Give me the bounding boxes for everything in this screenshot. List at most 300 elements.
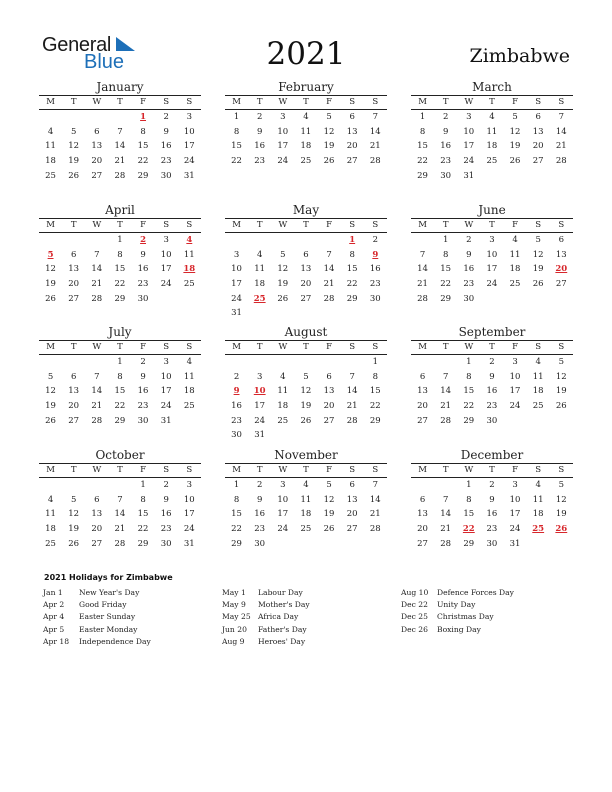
- week-row: [225, 370, 387, 385]
- day: 18: [300, 141, 312, 152]
- day: 25: [45, 538, 56, 549]
- weekday-header: [411, 340, 573, 355]
- day: 3: [512, 480, 518, 490]
- week-row: [225, 507, 387, 522]
- day: 14: [369, 494, 381, 505]
- empty-day: [341, 355, 364, 370]
- day: 5: [326, 112, 332, 122]
- day: 26: [277, 293, 289, 304]
- day: 11: [300, 126, 312, 137]
- day: 22: [231, 156, 242, 167]
- day: 27: [323, 415, 335, 426]
- empty-day: [62, 355, 85, 370]
- holiday-date: Dec 26: [401, 624, 428, 634]
- weekday-label: M: [418, 465, 427, 475]
- day: 2: [256, 112, 263, 122]
- day: 3: [186, 112, 193, 122]
- day: 10: [183, 494, 195, 505]
- day: 30: [137, 293, 149, 304]
- day: 8: [349, 249, 355, 260]
- day: 19: [323, 509, 335, 520]
- day: 3: [280, 112, 286, 122]
- day: 22: [463, 401, 475, 412]
- week-row: [225, 478, 387, 493]
- empty-day: [364, 306, 387, 321]
- weekday-label: S: [558, 465, 565, 475]
- day: 13: [555, 249, 567, 260]
- day: 21: [440, 401, 452, 412]
- month-october: [39, 448, 201, 551]
- day: 13: [417, 509, 428, 520]
- week-row: [225, 248, 387, 263]
- day: 30: [486, 538, 498, 549]
- day: 22: [114, 279, 126, 290]
- weekday-label: M: [418, 97, 427, 107]
- day: 18: [532, 386, 544, 397]
- day: 17: [183, 509, 195, 520]
- day: 24: [463, 156, 475, 167]
- day: 4: [535, 480, 541, 490]
- weekday-label: M: [46, 220, 55, 230]
- day: 3: [489, 235, 495, 245]
- empty-day: [108, 110, 131, 125]
- day: 13: [417, 386, 428, 397]
- day: 24: [509, 524, 521, 535]
- month-august: [225, 325, 387, 443]
- day: 9: [256, 494, 263, 505]
- day: 11: [277, 386, 289, 397]
- day: 23: [231, 415, 242, 426]
- day: 27: [346, 524, 358, 535]
- empty-day: [178, 292, 201, 307]
- day: 7: [117, 494, 123, 505]
- day: 6: [558, 235, 565, 245]
- weekday-header: [39, 95, 201, 110]
- weekday-label: T: [489, 465, 495, 475]
- day: 17: [277, 141, 289, 152]
- weekday-header: [225, 340, 387, 355]
- day: 9: [163, 494, 169, 505]
- day: 22: [369, 401, 381, 412]
- month-title: June: [478, 203, 506, 217]
- day: 30: [463, 293, 475, 304]
- week-row: [411, 139, 573, 154]
- empty-day: [318, 428, 341, 443]
- week-row: [39, 110, 201, 125]
- weekday-header: [225, 463, 387, 478]
- day: 24: [183, 524, 195, 535]
- day: 12: [323, 494, 335, 505]
- day: 1: [466, 480, 472, 490]
- day: 5: [558, 480, 565, 490]
- weekday-label: S: [163, 220, 170, 230]
- day: 11: [532, 494, 544, 505]
- day: 26: [323, 156, 335, 167]
- day: 28: [369, 524, 381, 535]
- week-row: [39, 507, 201, 522]
- day: 10: [509, 371, 521, 382]
- empty-day: [527, 169, 550, 184]
- day: 28: [346, 415, 358, 426]
- weekday-label: W: [92, 220, 102, 230]
- holidays-column: [43, 587, 151, 648]
- day: 29: [369, 415, 381, 426]
- day: 3: [280, 480, 286, 490]
- day: 15: [463, 386, 475, 397]
- day: 3: [233, 249, 240, 260]
- day: 16: [254, 509, 266, 520]
- day: 17: [509, 386, 521, 397]
- holiday-item: [222, 611, 310, 623]
- day: 21: [555, 141, 567, 152]
- holiday-date: Aug 10: [401, 588, 429, 597]
- weekday-header: [411, 463, 573, 478]
- day: 14: [440, 509, 452, 520]
- holiday-date: May 9: [222, 600, 246, 610]
- empty-day: [318, 355, 341, 370]
- day: 6: [326, 371, 332, 382]
- holiday-item: [43, 636, 151, 648]
- week-row: [39, 399, 201, 414]
- day: 20: [346, 141, 358, 152]
- day: 14: [417, 264, 428, 275]
- weekday-label: W: [464, 220, 474, 230]
- day: 11: [300, 494, 312, 505]
- weekday-label: T: [489, 342, 495, 352]
- month-march: [411, 80, 573, 183]
- empty-day: [155, 292, 178, 307]
- weekday-label: S: [163, 97, 170, 107]
- weekday-header: [39, 340, 201, 355]
- weekday-label: S: [535, 465, 542, 475]
- week-row: [411, 292, 573, 307]
- weekday-header: [411, 95, 573, 110]
- day: 20: [68, 279, 80, 290]
- day: 9: [163, 126, 169, 137]
- weekday-label: T: [489, 220, 495, 230]
- week-row: [39, 493, 201, 508]
- day: 16: [440, 141, 452, 152]
- holiday-item: [401, 587, 514, 599]
- day: 6: [303, 249, 309, 260]
- day: 27: [346, 156, 358, 167]
- day: 22: [137, 524, 149, 535]
- day: 6: [94, 126, 100, 137]
- empty-day: [341, 428, 364, 443]
- week-row: [225, 355, 387, 370]
- day: 12: [300, 386, 312, 397]
- empty-day: [85, 355, 108, 370]
- empty-day: [271, 537, 294, 552]
- weekday-label: F: [326, 97, 333, 107]
- day: 15: [440, 264, 452, 275]
- calendar-year: 2021: [266, 36, 346, 72]
- month-title: August: [284, 325, 328, 339]
- weekday-label: S: [163, 342, 170, 352]
- day: 10: [231, 264, 242, 275]
- holiday-item: [401, 624, 514, 636]
- day: 23: [369, 279, 381, 290]
- day: 7: [442, 494, 449, 505]
- day: 4: [512, 235, 518, 245]
- week-row: [39, 262, 201, 277]
- holiday-name: New Year's Day: [79, 588, 140, 597]
- empty-day: [318, 306, 341, 321]
- day: 28: [417, 293, 428, 304]
- day: 7: [372, 480, 379, 490]
- day: 1: [419, 112, 426, 122]
- day: 29: [114, 415, 126, 426]
- empty-day: [294, 428, 317, 443]
- day: 30: [160, 170, 172, 181]
- day: 18: [277, 401, 289, 412]
- day: 19: [277, 279, 289, 290]
- holiday-day: 10: [253, 386, 266, 397]
- week-row: [225, 277, 387, 292]
- weekday-label: T: [70, 97, 77, 107]
- day: 14: [114, 141, 126, 152]
- day: 14: [114, 509, 126, 520]
- day: 23: [160, 156, 172, 167]
- day: 6: [349, 112, 355, 122]
- day: 29: [440, 293, 452, 304]
- week-row: [225, 154, 387, 169]
- week-row: [411, 125, 573, 140]
- weekday-label: S: [186, 465, 193, 475]
- holiday-item: [222, 636, 310, 648]
- day: 4: [303, 480, 309, 490]
- week-row: [225, 110, 387, 125]
- day: 21: [346, 401, 358, 412]
- day: 29: [137, 170, 149, 181]
- day: 17: [160, 386, 172, 397]
- day: 2: [140, 357, 146, 367]
- empty-day: [39, 233, 62, 248]
- day: 5: [303, 371, 309, 382]
- weekday-label: W: [278, 220, 288, 230]
- day: 20: [323, 401, 335, 412]
- weekday-label: S: [186, 342, 193, 352]
- day: 10: [183, 126, 195, 137]
- day: 10: [509, 494, 521, 505]
- day: 19: [45, 279, 56, 290]
- weekday-label: S: [372, 342, 379, 352]
- weekday-label: S: [349, 220, 356, 230]
- brand-name-general: General: [42, 34, 112, 56]
- day: 3: [466, 112, 472, 122]
- day: 24: [509, 401, 521, 412]
- month-june: [411, 203, 573, 306]
- day: 28: [555, 156, 567, 167]
- holiday-day: 26: [555, 524, 568, 535]
- weekday-label: S: [349, 97, 356, 107]
- day: 20: [91, 524, 103, 535]
- day: 5: [535, 235, 541, 245]
- day: 20: [300, 279, 312, 290]
- holiday-name: Good Friday: [79, 600, 127, 610]
- day: 3: [512, 357, 518, 367]
- day: 22: [137, 156, 149, 167]
- day: 26: [45, 293, 56, 304]
- week-row: [225, 414, 387, 429]
- day: 8: [419, 126, 426, 137]
- day: 12: [323, 126, 335, 137]
- day: 12: [68, 509, 80, 520]
- holiday-name: Christmas Day: [437, 612, 494, 622]
- day: 22: [440, 279, 452, 290]
- month-title: July: [108, 325, 132, 339]
- week-row: [411, 507, 573, 522]
- week-row: [411, 248, 573, 263]
- day: 5: [512, 112, 518, 122]
- holiday-name: Unity Day: [437, 600, 476, 610]
- day: 14: [346, 386, 358, 397]
- day: 8: [140, 494, 146, 505]
- month-title: March: [472, 80, 512, 94]
- day: 13: [346, 126, 358, 137]
- day: 24: [231, 293, 242, 304]
- day: 27: [417, 415, 428, 426]
- day: 19: [509, 141, 521, 152]
- day: 18: [300, 509, 312, 520]
- empty-day: [294, 537, 317, 552]
- holiday-name: Father's Day: [258, 624, 307, 634]
- day: 19: [300, 401, 312, 412]
- weekday-label: T: [117, 220, 123, 230]
- empty-day: [178, 414, 201, 429]
- day: 8: [466, 371, 472, 382]
- day: 21: [114, 524, 126, 535]
- weekday-label: S: [372, 220, 379, 230]
- weekday-label: M: [232, 97, 241, 107]
- weekday-label: F: [512, 465, 519, 475]
- week-row: [39, 384, 201, 399]
- day: 9: [140, 371, 146, 382]
- day: 6: [70, 371, 77, 382]
- weekday-label: W: [92, 97, 102, 107]
- day: 8: [117, 249, 123, 260]
- week-row: [225, 306, 387, 321]
- day: 13: [300, 264, 312, 275]
- day: 22: [346, 279, 358, 290]
- day: 2: [489, 357, 495, 367]
- day: 20: [346, 509, 358, 520]
- day: 15: [231, 509, 242, 520]
- week-row: [411, 522, 573, 537]
- day: 20: [68, 401, 80, 412]
- holiday-name: Mother's Day: [258, 600, 310, 610]
- weekday-label: W: [92, 342, 102, 352]
- empty-day: [550, 537, 573, 552]
- day: 21: [440, 524, 452, 535]
- day: 21: [91, 279, 103, 290]
- empty-day: [85, 233, 108, 248]
- weekday-label: M: [46, 465, 55, 475]
- day: 22: [417, 156, 428, 167]
- empty-day: [248, 355, 271, 370]
- week-row: [39, 370, 201, 385]
- holidays-column: [401, 587, 514, 636]
- holiday-date: Apr 2: [43, 600, 65, 610]
- day: 19: [323, 141, 335, 152]
- empty-day: [434, 478, 457, 493]
- day: 5: [47, 371, 54, 382]
- day: 16: [486, 509, 498, 520]
- day: 31: [463, 170, 475, 181]
- week-row: [411, 493, 573, 508]
- week-row: [39, 233, 201, 248]
- day: 15: [137, 509, 149, 520]
- weekday-label: F: [512, 97, 519, 107]
- month-february: [225, 80, 387, 169]
- day: 28: [91, 415, 103, 426]
- empty-day: [62, 233, 85, 248]
- empty-day: [411, 355, 434, 370]
- day: 7: [94, 249, 100, 260]
- empty-day: [271, 355, 294, 370]
- holiday-day: 1: [140, 112, 147, 122]
- day: 31: [254, 430, 266, 441]
- brand-logo: [42, 34, 142, 74]
- day: 6: [94, 494, 100, 505]
- day: 26: [555, 401, 567, 412]
- week-row: [411, 537, 573, 552]
- day: 3: [163, 357, 169, 367]
- empty-day: [550, 414, 573, 429]
- day: 28: [323, 293, 335, 304]
- brand-name-blue: Blue: [84, 51, 125, 73]
- month-november: [225, 448, 387, 551]
- weekday-label: S: [349, 465, 356, 475]
- weekday-label: T: [256, 465, 263, 475]
- holiday-name: Heroes' Day: [258, 636, 306, 646]
- day: 17: [463, 141, 475, 152]
- day: 11: [183, 249, 195, 260]
- day: 8: [466, 494, 472, 505]
- day: 28: [114, 170, 126, 181]
- weekday-label: T: [70, 465, 77, 475]
- weekday-header: [39, 463, 201, 478]
- day: 18: [532, 509, 544, 520]
- day: 9: [489, 494, 495, 505]
- weekday-label: F: [326, 465, 333, 475]
- day: 16: [137, 264, 149, 275]
- day: 13: [91, 141, 103, 152]
- day: 26: [323, 524, 335, 535]
- day: 31: [509, 538, 521, 549]
- weekday-label: T: [303, 220, 309, 230]
- empty-day: [271, 428, 294, 443]
- week-row: [411, 110, 573, 125]
- day: 16: [137, 386, 149, 397]
- day: 13: [91, 509, 103, 520]
- day: 1: [466, 357, 472, 367]
- empty-day: [504, 414, 527, 429]
- holiday-date: Dec 22: [401, 600, 428, 610]
- holiday-item: [401, 599, 514, 611]
- holiday-name: Easter Sunday: [79, 612, 136, 622]
- day: 25: [45, 170, 56, 181]
- day: 11: [509, 249, 521, 260]
- week-row: [225, 399, 387, 414]
- month-december: [411, 448, 573, 551]
- day: 21: [114, 156, 126, 167]
- month-title: November: [274, 448, 338, 462]
- day: 5: [70, 126, 77, 137]
- day: 12: [532, 249, 544, 260]
- day: 2: [233, 371, 240, 382]
- day: 4: [47, 494, 54, 505]
